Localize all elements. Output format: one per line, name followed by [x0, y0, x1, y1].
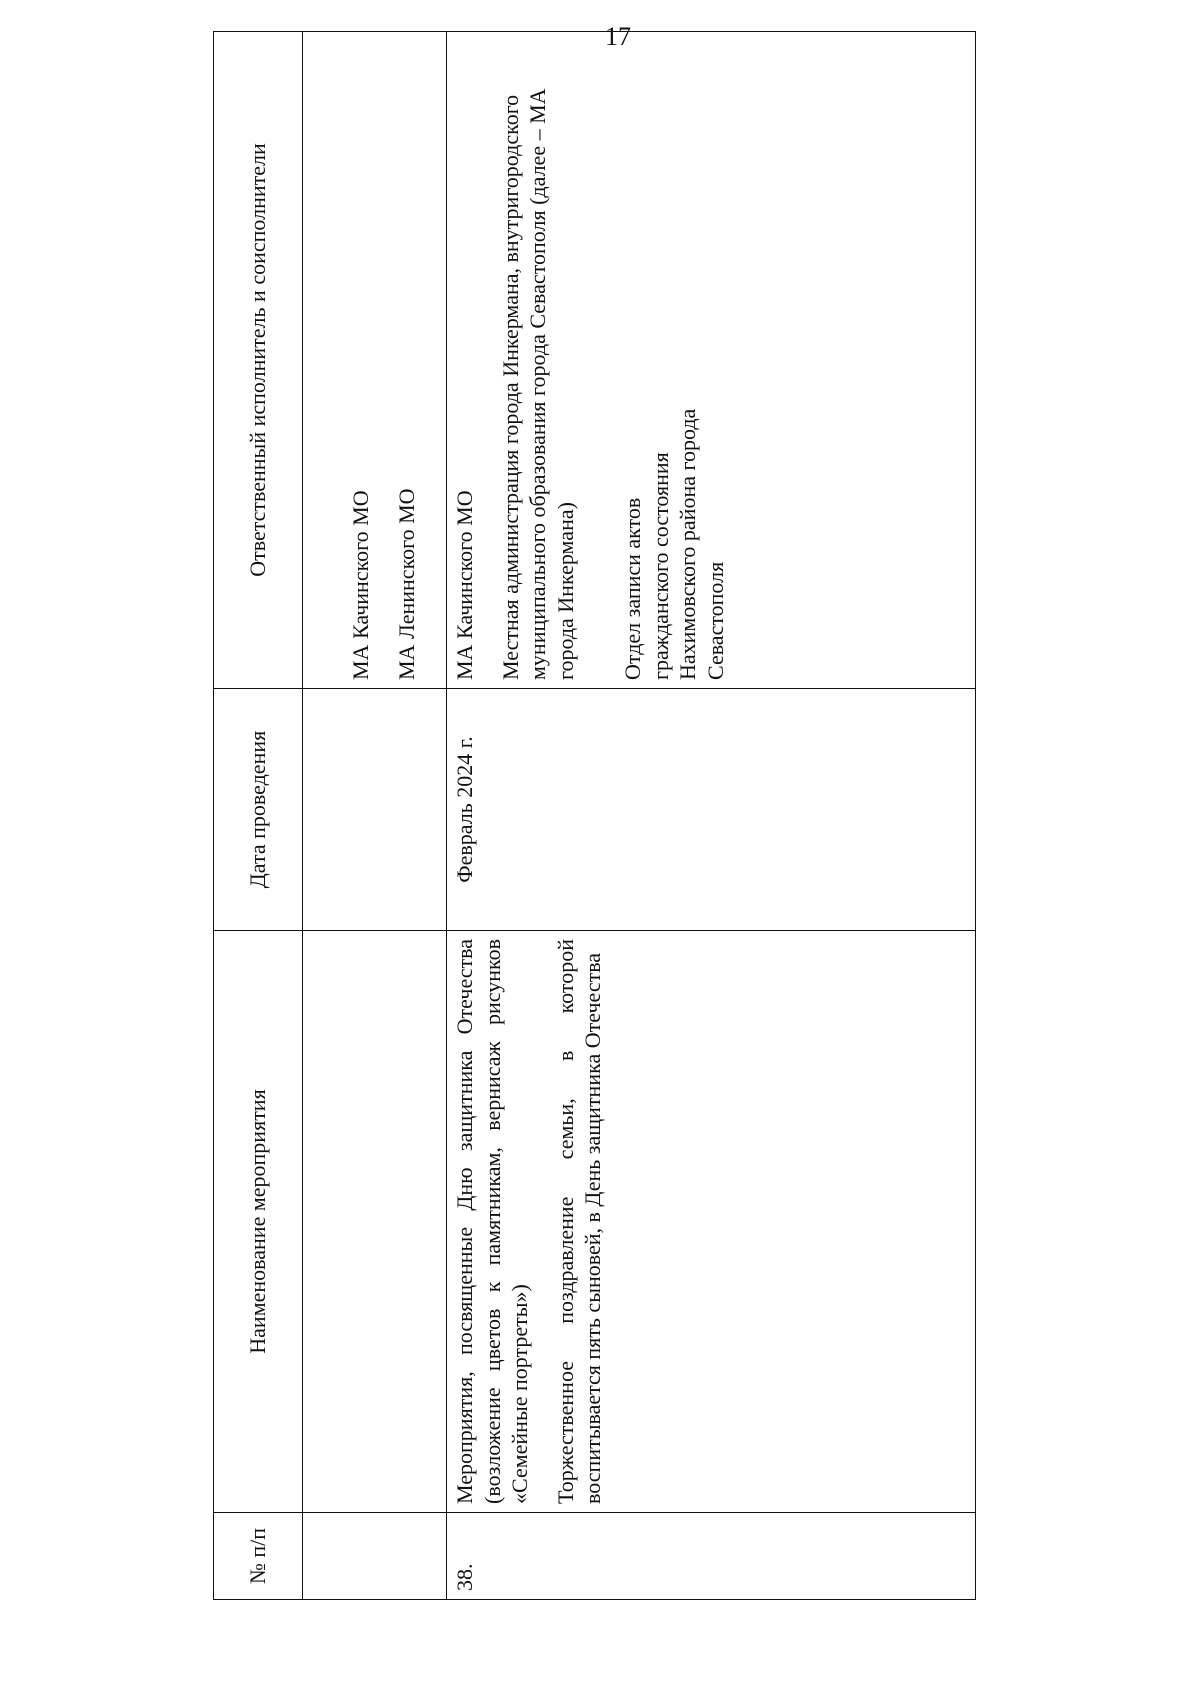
row-responsible: [303, 32, 447, 689]
responsible-item: МА Качинского МО: [348, 490, 373, 680]
table-header-row: [214, 32, 303, 1600]
responsible-item: Местная администрация города Инкермана, внутригородского муниципального образования города Севастополя (далее – МА города Инкермана): [497, 88, 578, 680]
row-responsible: [447, 32, 976, 689]
responsible-item: МА Ленинского МО: [393, 488, 419, 680]
header-date: Дата проведения: [214, 689, 303, 931]
row-name: [303, 931, 447, 1513]
responsible-item: МА Качинского МО: [452, 490, 477, 680]
events-table: [213, 31, 976, 1600]
row-num: [303, 1513, 447, 1600]
row-name: [447, 931, 976, 1513]
rotated-table-container: [213, 88, 963, 1600]
header-responsible: Ответственный исполнитель и соисполнители: [214, 32, 303, 689]
table-row: [447, 32, 976, 1600]
header-num: № п/п: [214, 1513, 303, 1600]
table-row: [303, 32, 447, 1600]
page-number: 17: [605, 22, 631, 51]
row-date: [303, 689, 447, 931]
responsible-item: Отдел записи актов гражданского состояния Нахимовского района города Севастополя: [620, 408, 728, 680]
header-name: Наименование мероприятия: [214, 931, 303, 1513]
event-item: Мероприятия, посвященные Дню защитника Отечества (возложение цветов к памятникам, вернисаж рисунков «Семейные портреты»): [452, 939, 532, 1504]
event-item: Торжественное поздравление семьи, в которой воспитывается пять сыновей, в День защитника Отечества: [552, 939, 605, 1504]
row-date: Февраль 2024 г.: [447, 689, 976, 931]
row-num: 38.: [447, 1513, 976, 1600]
